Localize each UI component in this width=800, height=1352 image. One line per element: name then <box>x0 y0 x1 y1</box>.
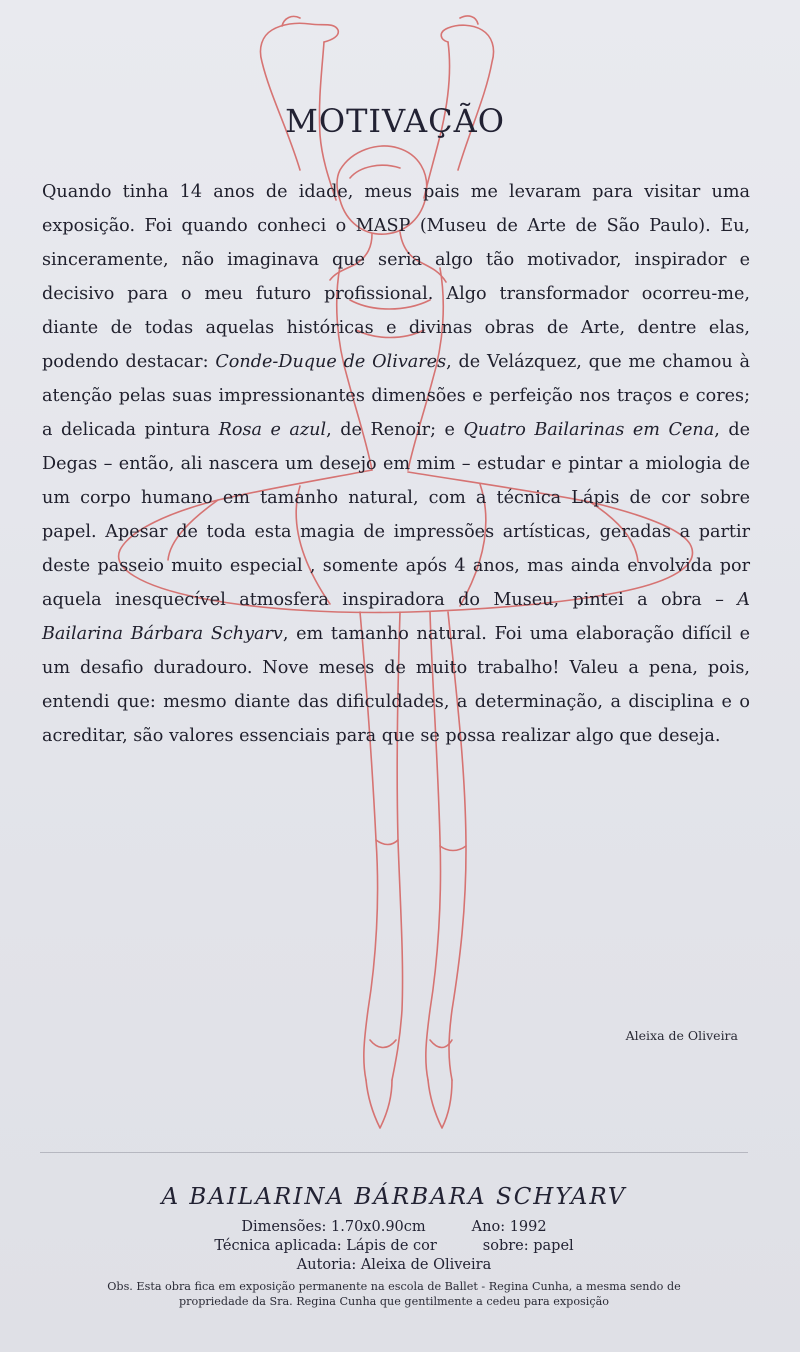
document-title: MOTIVAÇÃO <box>285 102 505 140</box>
artwork-title: A BAILARINA BÁRBARA SCHYARV <box>161 1184 627 1210</box>
artwork-title-rosa-e-azul: Rosa e azul <box>218 420 327 440</box>
artwork-year: Ano: 1992 <box>471 1219 547 1235</box>
artwork-support: sobre: papel <box>482 1238 574 1254</box>
text-run: , de Renoir; e <box>326 420 464 440</box>
exhibition-note-line: propriedade da Sra. Regina Cunha que gentilmente a cedeu para exposição <box>178 1295 610 1308</box>
artwork-technique: Técnica aplicada: Lápis de cor <box>214 1238 437 1254</box>
artwork-title-conde-duque: Conde-Duque de Olivares <box>215 352 447 372</box>
author-signature: Aleixa de Oliveira <box>625 1028 738 1043</box>
author-row <box>40 1256 748 1275</box>
artwork-title-bailarina-barbara: A Bailarina Bárbara Schyarv <box>42 590 750 644</box>
text-run: , em tamanho natural. Foi uma elaboração difícil e um desafio duradouro. Nove meses de muito trabalho! Valeu a pena, pois, entendi que: mesmo diante das dificuldades, a determinação, a disciplina e o acreditar, são valores essenciais para que se possa realizar algo que deseja. <box>42 624 750 746</box>
technique-row <box>40 1237 748 1256</box>
motivation-text <box>42 175 750 753</box>
exhibition-note-line: Obs. Esta obra fica em exposição permanente na escola de Ballet - Regina Cunha, a mesma sendo de <box>107 1280 681 1293</box>
text-run: , de Degas – então, ali nascera um desejo em mim – estudar e pintar a miologia de um corpo humano em tamanho natural, com a técnica Lápis de cor sobre papel. Apesar de toda esta magia de impressões artísticas, geradas a partir deste passeio muito especial , somente após 4 anos, mas ainda envolvida por aquela inesquecível atmosfera inspiradora do Museu, pintei a obra – <box>42 420 751 610</box>
artwork-title-quatro-bailarinas: Quatro Bailarinas em Cena <box>463 420 715 440</box>
motivation-paragraph <box>42 175 750 753</box>
text-run: Quando tinha 14 anos de idade, meus pais me levaram para visitar uma exposição. Foi quando conheci o MASP (Museu de Arte de São Paulo). Eu, sinceramente, não imaginava que seria algo tão motivador, inspirador e decisivo para o meu futuro profissional. Algo transformador ocorreu-me, diante de todas aquelas históricas e divinas obras de Arte, dentre elas, podendo destacar: <box>42 182 750 372</box>
dimensions-year-row <box>40 1218 748 1237</box>
exhibition-note <box>40 1279 748 1309</box>
text-run: , de Velázquez, que me chamou à atenção pelas suas impressionantes dimensões e perfeição nos traços e cores; a delicada pintura <box>42 352 751 440</box>
artwork-label-plate <box>40 1162 748 1309</box>
artwork-dimensions: Dimensões: 1.70x0.90cm <box>241 1219 426 1235</box>
artwork-author: Autoria: Aleixa de Oliveira <box>296 1257 492 1273</box>
section-divider <box>40 1152 748 1153</box>
